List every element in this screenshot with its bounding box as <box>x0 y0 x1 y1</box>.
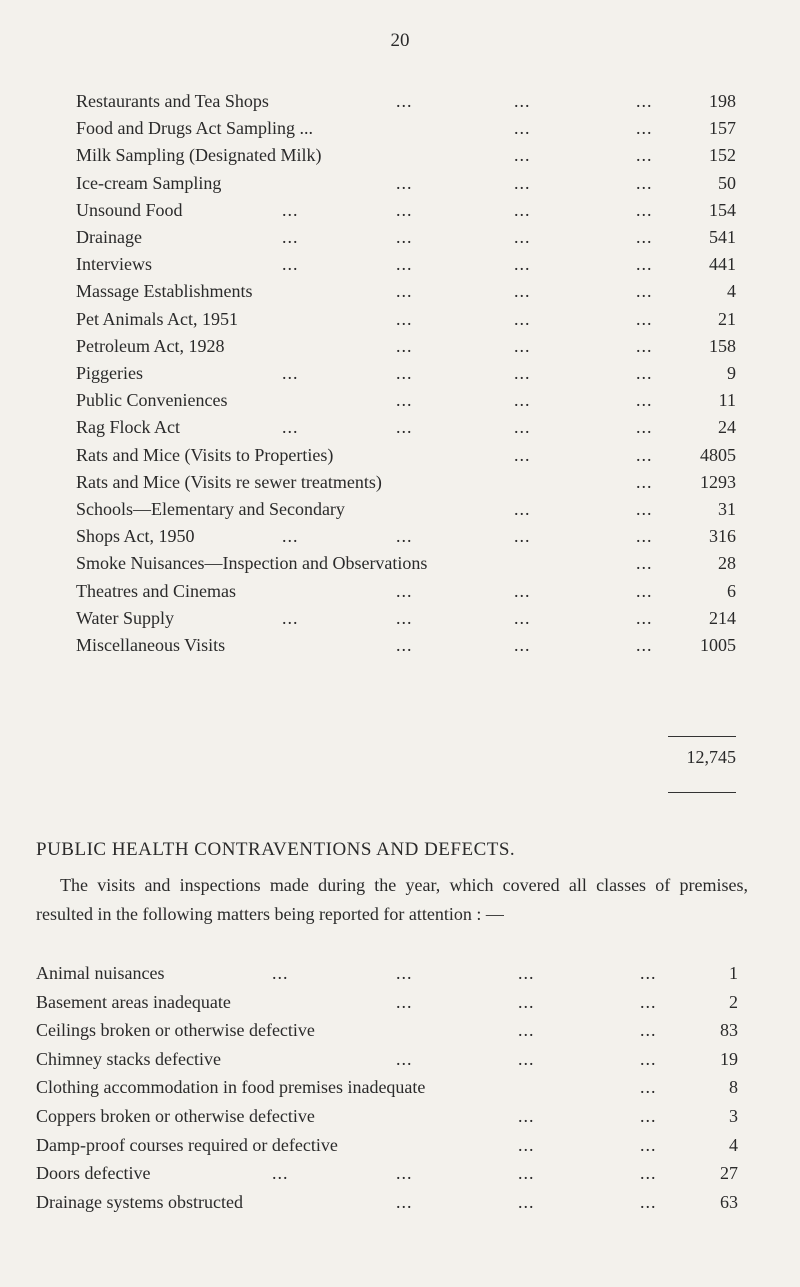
leader-dots: ... <box>636 199 653 220</box>
inspection-row <box>0 197 800 224</box>
inspection-row <box>0 360 800 387</box>
inspection-row-label: Water Supply <box>76 607 175 628</box>
inspection-row <box>0 442 800 469</box>
leader-dots: ... <box>396 1048 413 1069</box>
leader-dots: ... <box>396 199 413 220</box>
inspection-row-value: 6 <box>727 580 736 601</box>
inspections-total: 12,745 <box>686 747 736 767</box>
leader-dots: ... <box>636 444 653 465</box>
inspection-row <box>0 550 800 577</box>
leader-dots: ... <box>636 227 653 247</box>
leader-dots: ... <box>636 553 653 574</box>
leader-dots: ... <box>518 1163 535 1184</box>
defect-row-value: 1 <box>729 963 738 983</box>
inspection-row <box>0 578 800 605</box>
leader-dots: ... <box>636 471 653 492</box>
leader-dots: ... <box>514 580 531 601</box>
inspection-row-value: 154 <box>709 199 736 220</box>
defect-row-label: Chimney stacks defective <box>36 1048 221 1069</box>
inspection-row <box>0 224 800 251</box>
leader-dots: ... <box>514 417 531 438</box>
leader-dots: ... <box>514 254 531 275</box>
inspection-row-label: Miscellaneous Visits <box>76 635 226 655</box>
leader-dots: ... <box>518 1048 535 1069</box>
defect-row <box>0 1189 800 1216</box>
inspection-row-value: 158 <box>709 335 736 356</box>
defect-row <box>0 960 800 987</box>
leader-dots: ... <box>636 145 653 166</box>
defect-row-value: 2 <box>729 991 738 1012</box>
leader-dots: ... <box>518 1191 535 1212</box>
inspection-row-label: Unsound Food <box>76 199 183 220</box>
leader-dots: ... <box>636 580 653 601</box>
inspection-row <box>0 414 800 441</box>
leader-dots: ... <box>636 254 653 275</box>
leader-dots: ... <box>636 118 653 139</box>
leader-dots: ... <box>514 607 531 628</box>
inspection-row-value: 9 <box>727 363 736 383</box>
leader-dots: ... <box>636 91 653 111</box>
defect-row-label: Clothing accommodation in food premises inadequate <box>36 1077 426 1098</box>
inspection-row-label: Restaurants and Tea Shops <box>76 91 269 111</box>
leader-dots: ... <box>514 145 531 166</box>
inspection-row-value: 157 <box>709 118 736 139</box>
leader-dots: ... <box>282 607 299 628</box>
defect-row-value: 8 <box>729 1077 738 1098</box>
leader-dots: ... <box>636 417 653 438</box>
leader-dots: ... <box>396 335 413 356</box>
leader-dots: ... <box>514 635 531 655</box>
inspection-row <box>0 387 800 414</box>
inspection-row-label: Pet Animals Act, 1951 <box>76 308 238 329</box>
leader-dots: ... <box>396 635 413 655</box>
leader-dots: ... <box>640 1191 657 1212</box>
inspection-row <box>0 170 800 197</box>
leader-dots: ... <box>640 1020 657 1041</box>
leader-dots: ... <box>514 363 531 383</box>
inspection-row-label: Rag Flock Act <box>76 417 180 438</box>
leader-dots: ... <box>396 363 413 383</box>
inspection-row-label: Petroleum Act, 1928 <box>76 335 225 356</box>
defect-row-label: Animal nuisances <box>36 963 165 983</box>
leader-dots: ... <box>514 308 531 329</box>
inspection-row <box>0 496 800 523</box>
inspection-row-value: 198 <box>709 91 736 111</box>
leader-dots: ... <box>636 499 653 519</box>
leader-dots: ... <box>514 227 531 247</box>
defect-row-label: Drainage systems obstructed <box>36 1191 243 1212</box>
inspection-row-value: 24 <box>718 417 736 438</box>
inspection-row-label: Interviews <box>76 254 152 275</box>
inspection-row <box>0 88 800 115</box>
inspection-row-label: Smoke Nuisances—Inspection and Observations <box>76 553 428 574</box>
leader-dots: ... <box>396 1163 413 1184</box>
leader-dots: ... <box>272 1163 289 1184</box>
leader-dots: ... <box>514 281 531 302</box>
leader-dots: ... <box>514 526 531 547</box>
inspection-row-value: 4 <box>727 281 736 302</box>
defect-row-label: Doors defective <box>36 1163 151 1184</box>
defect-row-value: 27 <box>720 1163 738 1184</box>
leader-dots: ... <box>518 963 535 983</box>
inspection-row <box>0 469 800 496</box>
leader-dots: ... <box>518 991 535 1012</box>
leader-dots: ... <box>640 1134 657 1155</box>
leader-dots: ... <box>640 991 657 1012</box>
inspection-row-value: 31 <box>718 499 736 519</box>
leader-dots: ... <box>396 254 413 275</box>
leader-dots: ... <box>514 335 531 356</box>
defect-row-label: Coppers broken or otherwise defective <box>36 1106 315 1126</box>
defect-row <box>0 1103 800 1130</box>
leader-dots: ... <box>640 1048 657 1069</box>
inspection-row-label: Rats and Mice (Visits re sewer treatments) <box>76 471 382 492</box>
leader-dots: ... <box>518 1020 535 1041</box>
inspection-row <box>0 251 800 278</box>
defect-row-label: Basement areas inadequate <box>36 991 231 1012</box>
leader-dots: ... <box>518 1106 535 1126</box>
leader-dots: ... <box>396 227 413 247</box>
inspection-row-value: 441 <box>709 254 736 275</box>
defect-row-value: 3 <box>729 1106 738 1126</box>
defect-row <box>0 1074 800 1101</box>
leader-dots: ... <box>636 607 653 628</box>
leader-dots: ... <box>514 91 531 111</box>
inspection-row-value: 1005 <box>700 635 736 655</box>
inspection-row-label: Schools—Elementary and Secondary <box>76 499 345 519</box>
inspection-row-label: Milk Sampling (Designated Milk) <box>76 145 322 166</box>
inspection-row-value: 541 <box>709 227 736 247</box>
leader-dots: ... <box>640 963 657 983</box>
inspection-row-value: 214 <box>709 607 736 628</box>
inspection-row-value: 50 <box>718 172 736 193</box>
inspection-row-label: Theatres and Cinemas <box>76 580 236 601</box>
inspection-row <box>0 632 800 659</box>
inspection-row-value: 152 <box>709 145 736 166</box>
leader-dots: ... <box>272 963 289 983</box>
leader-dots: ... <box>514 118 531 139</box>
leader-dots: ... <box>396 963 413 983</box>
leader-dots: ... <box>636 635 653 655</box>
leader-dots: ... <box>396 417 413 438</box>
leader-dots: ... <box>636 308 653 329</box>
leader-dots: ... <box>396 526 413 547</box>
leader-dots: ... <box>514 172 531 193</box>
inspection-row-value: 28 <box>718 553 736 574</box>
leader-dots: ... <box>514 199 531 220</box>
inspection-row-label: Massage Establishments <box>76 281 253 302</box>
leader-dots: ... <box>636 526 653 547</box>
intro-paragraph: The visits and inspections made during the year, which covered all classes of premises, resulted in the following matters being reported for attention : — <box>36 875 748 924</box>
inspection-row <box>0 333 800 360</box>
inspection-row-value: 1293 <box>700 471 736 492</box>
leader-dots: ... <box>282 526 299 547</box>
leader-dots: ... <box>396 91 413 111</box>
leader-dots: ... <box>514 499 531 519</box>
leader-dots: ... <box>636 172 653 193</box>
defect-row-label: Ceilings broken or otherwise defective <box>36 1020 315 1041</box>
leader-dots: ... <box>282 227 299 247</box>
inspection-row <box>0 115 800 142</box>
inspection-row-label: Ice-cream Sampling <box>76 172 222 193</box>
defect-row <box>0 1160 800 1187</box>
inspection-row-label: Drainage <box>76 227 142 247</box>
leader-dots: ... <box>282 254 299 275</box>
inspection-row <box>0 306 800 333</box>
inspection-row-label: Piggeries <box>76 363 143 383</box>
leader-dots: ... <box>396 172 413 193</box>
inspection-row-value: 11 <box>718 390 736 411</box>
inspection-row-value: 316 <box>709 526 736 547</box>
leader-dots: ... <box>396 580 413 601</box>
leader-dots: ... <box>636 363 653 383</box>
defect-row <box>0 1017 800 1044</box>
leader-dots: ... <box>282 417 299 438</box>
leader-dots: ... <box>636 281 653 302</box>
inspection-row <box>0 142 800 169</box>
leader-dots: ... <box>396 607 413 628</box>
defect-row-value: 63 <box>720 1191 738 1212</box>
leader-dots: ... <box>396 991 413 1012</box>
leader-dots: ... <box>640 1106 657 1126</box>
inspection-row <box>0 278 800 305</box>
inspection-row-label: Rats and Mice (Visits to Properties) <box>76 444 334 465</box>
leader-dots: ... <box>282 363 299 383</box>
defect-row-value: 4 <box>729 1134 738 1155</box>
total-rule-bottom <box>668 792 736 793</box>
leader-dots: ... <box>396 1191 413 1212</box>
leader-dots: ... <box>518 1134 535 1155</box>
defect-row <box>0 1046 800 1073</box>
inspection-row-label: Public Conveniences <box>76 390 228 411</box>
section-heading: PUBLIC HEALTH CONTRAVENTIONS AND DEFECTS. <box>36 839 516 860</box>
inspection-row <box>0 523 800 550</box>
inspection-row-value: 21 <box>718 308 736 329</box>
page-number: 20 <box>390 30 410 51</box>
defect-row <box>0 1132 800 1159</box>
leader-dots: ... <box>640 1163 657 1184</box>
defect-row <box>0 989 800 1016</box>
total-rule-top <box>668 736 736 737</box>
leader-dots: ... <box>636 390 653 411</box>
leader-dots: ... <box>636 335 653 356</box>
leader-dots: ... <box>396 281 413 302</box>
defect-row-value: 83 <box>720 1020 738 1041</box>
inspection-row-value: 4805 <box>700 444 736 465</box>
defect-row-label: Damp-proof courses required or defective <box>36 1134 338 1155</box>
leader-dots: ... <box>396 390 413 411</box>
inspection-row <box>0 605 800 632</box>
leader-dots: ... <box>396 308 413 329</box>
defect-row-value: 19 <box>720 1048 738 1069</box>
leader-dots: ... <box>640 1077 657 1098</box>
leader-dots: ... <box>514 390 531 411</box>
inspection-row-label: Food and Drugs Act Sampling ... <box>76 118 313 139</box>
leader-dots: ... <box>514 444 531 465</box>
leader-dots: ... <box>282 199 299 220</box>
inspection-row-label: Shops Act, 1950 <box>76 526 195 547</box>
